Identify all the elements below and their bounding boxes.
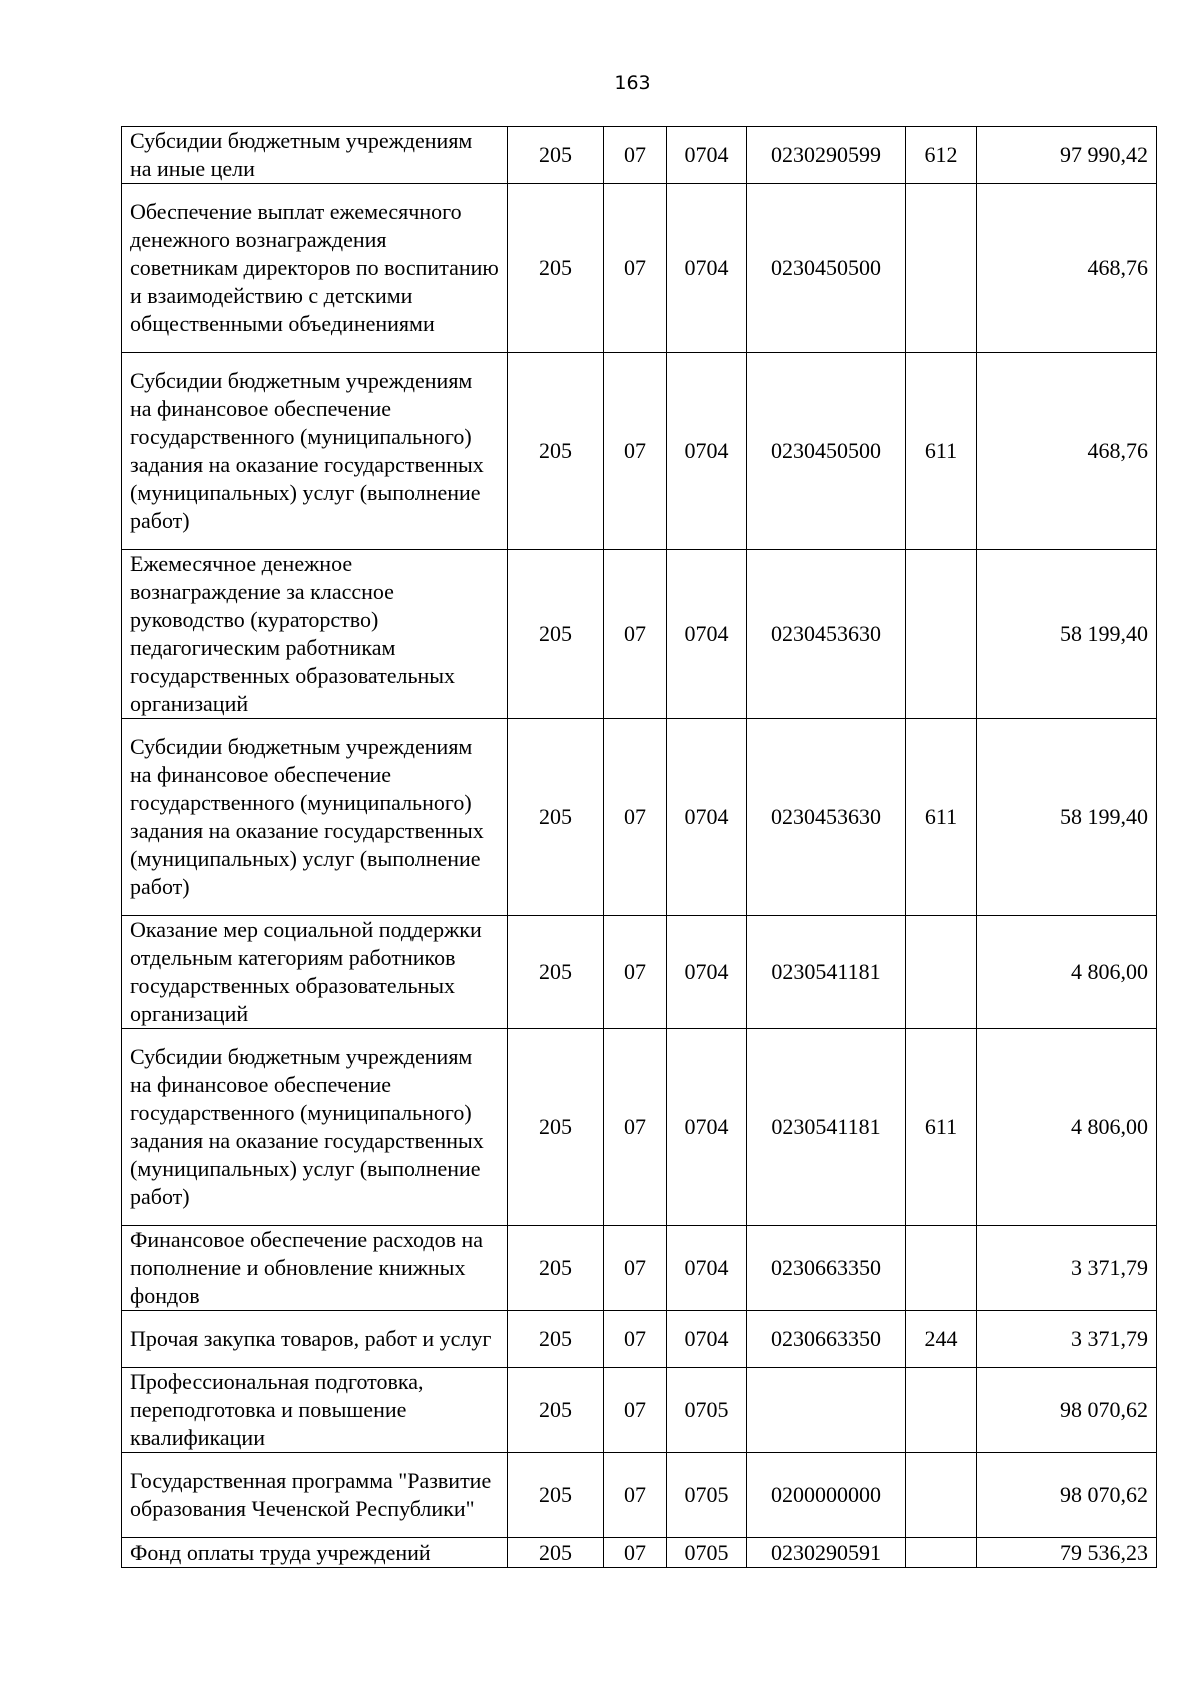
row-section: 07	[604, 1538, 667, 1568]
table-row	[122, 184, 1157, 353]
row-section: 07	[604, 184, 667, 353]
row-name: Государственная программа "Развитие образования Чеченской Республики"	[122, 1453, 508, 1538]
row-target: 0230450500	[747, 184, 906, 353]
row-target: 0230663350	[747, 1311, 906, 1368]
row-ministry: 205	[508, 1368, 604, 1453]
row-amount: 4 806,00	[977, 1029, 1157, 1226]
row-name: Оказание мер социальной поддержки отдельным категориям работников государственных образовательных организаций	[122, 916, 508, 1029]
table-row	[122, 1311, 1157, 1368]
row-ministry: 205	[508, 184, 604, 353]
row-section: 07	[604, 1311, 667, 1368]
row-name: Субсидии бюджетным учреждениям на финансовое обеспечение государственного (муниципального) задания на оказание государственных (муниципальных) услуг (выполнение работ)	[122, 353, 508, 550]
row-amount: 3 371,79	[977, 1226, 1157, 1311]
row-ministry: 205	[508, 550, 604, 719]
row-name: Профессиональная подготовка, переподготовка и повышение квалификации	[122, 1368, 508, 1453]
table-row	[122, 1453, 1157, 1538]
table-row	[122, 550, 1157, 719]
row-amount: 468,76	[977, 184, 1157, 353]
row-section: 07	[604, 1226, 667, 1311]
row-name: Финансовое обеспечение расходов на пополнение и обновление книжных фондов	[122, 1226, 508, 1311]
row-amount: 58 199,40	[977, 550, 1157, 719]
row-ministry: 205	[508, 127, 604, 184]
row-section: 07	[604, 719, 667, 916]
row-ministry: 205	[508, 1029, 604, 1226]
row-ministry: 205	[508, 719, 604, 916]
table-row	[122, 1029, 1157, 1226]
row-target: 0230663350	[747, 1226, 906, 1311]
table-row	[122, 353, 1157, 550]
row-expense-type: 612	[906, 127, 977, 184]
row-amount: 79 536,23	[977, 1538, 1157, 1568]
row-ministry: 205	[508, 1226, 604, 1311]
row-target: 0230453630	[747, 550, 906, 719]
row-name: Ежемесячное денежное вознаграждение за классное руководство (кураторство) педагогическим работникам государственных образовательных организаций	[122, 550, 508, 719]
row-subsection: 0704	[667, 353, 747, 550]
row-expense-type	[906, 1368, 977, 1453]
row-target: 0230453630	[747, 719, 906, 916]
row-expense-type: 611	[906, 1029, 977, 1226]
row-expense-type	[906, 1226, 977, 1311]
row-section: 07	[604, 1453, 667, 1538]
row-subsection: 0704	[667, 550, 747, 719]
row-name: Субсидии бюджетным учреждениям на иные цели	[122, 127, 508, 184]
row-section: 07	[604, 353, 667, 550]
budget-table	[121, 126, 1157, 1568]
row-subsection: 0704	[667, 184, 747, 353]
row-expense-type: 244	[906, 1311, 977, 1368]
row-ministry: 205	[508, 1538, 604, 1568]
row-section: 07	[604, 550, 667, 719]
row-target: 0230290591	[747, 1538, 906, 1568]
row-expense-type: 611	[906, 353, 977, 550]
row-expense-type	[906, 184, 977, 353]
table-row	[122, 1226, 1157, 1311]
table-row	[122, 127, 1157, 184]
row-subsection: 0704	[667, 1029, 747, 1226]
table-row	[122, 916, 1157, 1029]
row-expense-type	[906, 1538, 977, 1568]
row-amount: 98 070,62	[977, 1453, 1157, 1538]
row-section: 07	[604, 916, 667, 1029]
row-name: Прочая закупка товаров, работ и услуг	[122, 1311, 508, 1368]
row-target: 0230290599	[747, 127, 906, 184]
row-target: 0200000000	[747, 1453, 906, 1538]
page-number: 163	[614, 72, 651, 94]
row-ministry: 205	[508, 1311, 604, 1368]
table-row	[122, 719, 1157, 916]
row-expense-type	[906, 550, 977, 719]
budget-table-body	[122, 127, 1157, 1568]
row-subsection: 0704	[667, 916, 747, 1029]
table-row	[122, 1538, 1157, 1568]
row-section: 07	[604, 1029, 667, 1226]
row-subsection: 0704	[667, 127, 747, 184]
row-subsection: 0705	[667, 1538, 747, 1568]
row-subsection: 0704	[667, 1226, 747, 1311]
row-subsection: 0704	[667, 1311, 747, 1368]
row-amount: 468,76	[977, 353, 1157, 550]
row-amount: 4 806,00	[977, 916, 1157, 1029]
row-target: 0230541181	[747, 916, 906, 1029]
row-ministry: 205	[508, 353, 604, 550]
row-expense-type	[906, 916, 977, 1029]
row-amount: 58 199,40	[977, 719, 1157, 916]
row-ministry: 205	[508, 916, 604, 1029]
table-row	[122, 1368, 1157, 1453]
row-name: Субсидии бюджетным учреждениям на финансовое обеспечение государственного (муниципального) задания на оказание государственных (муниципальных) услуг (выполнение работ)	[122, 1029, 508, 1226]
row-target: 0230450500	[747, 353, 906, 550]
row-name: Фонд оплаты труда учреждений	[122, 1538, 508, 1568]
row-expense-type	[906, 1453, 977, 1538]
row-amount: 98 070,62	[977, 1368, 1157, 1453]
row-subsection: 0705	[667, 1453, 747, 1538]
row-expense-type: 611	[906, 719, 977, 916]
row-amount: 3 371,79	[977, 1311, 1157, 1368]
row-subsection: 0704	[667, 719, 747, 916]
row-subsection: 0705	[667, 1368, 747, 1453]
row-target: 0230541181	[747, 1029, 906, 1226]
row-ministry: 205	[508, 1453, 604, 1538]
row-section: 07	[604, 127, 667, 184]
row-name: Обеспечение выплат ежемесячного денежного вознаграждения советникам директоров по воспитанию и взаимодействию с детскими общественными объединениями	[122, 184, 508, 353]
row-amount: 97 990,42	[977, 127, 1157, 184]
row-target	[747, 1368, 906, 1453]
row-section: 07	[604, 1368, 667, 1453]
row-name: Субсидии бюджетным учреждениям на финансовое обеспечение государственного (муниципального) задания на оказание государственных (муниципальных) услуг (выполнение работ)	[122, 719, 508, 916]
